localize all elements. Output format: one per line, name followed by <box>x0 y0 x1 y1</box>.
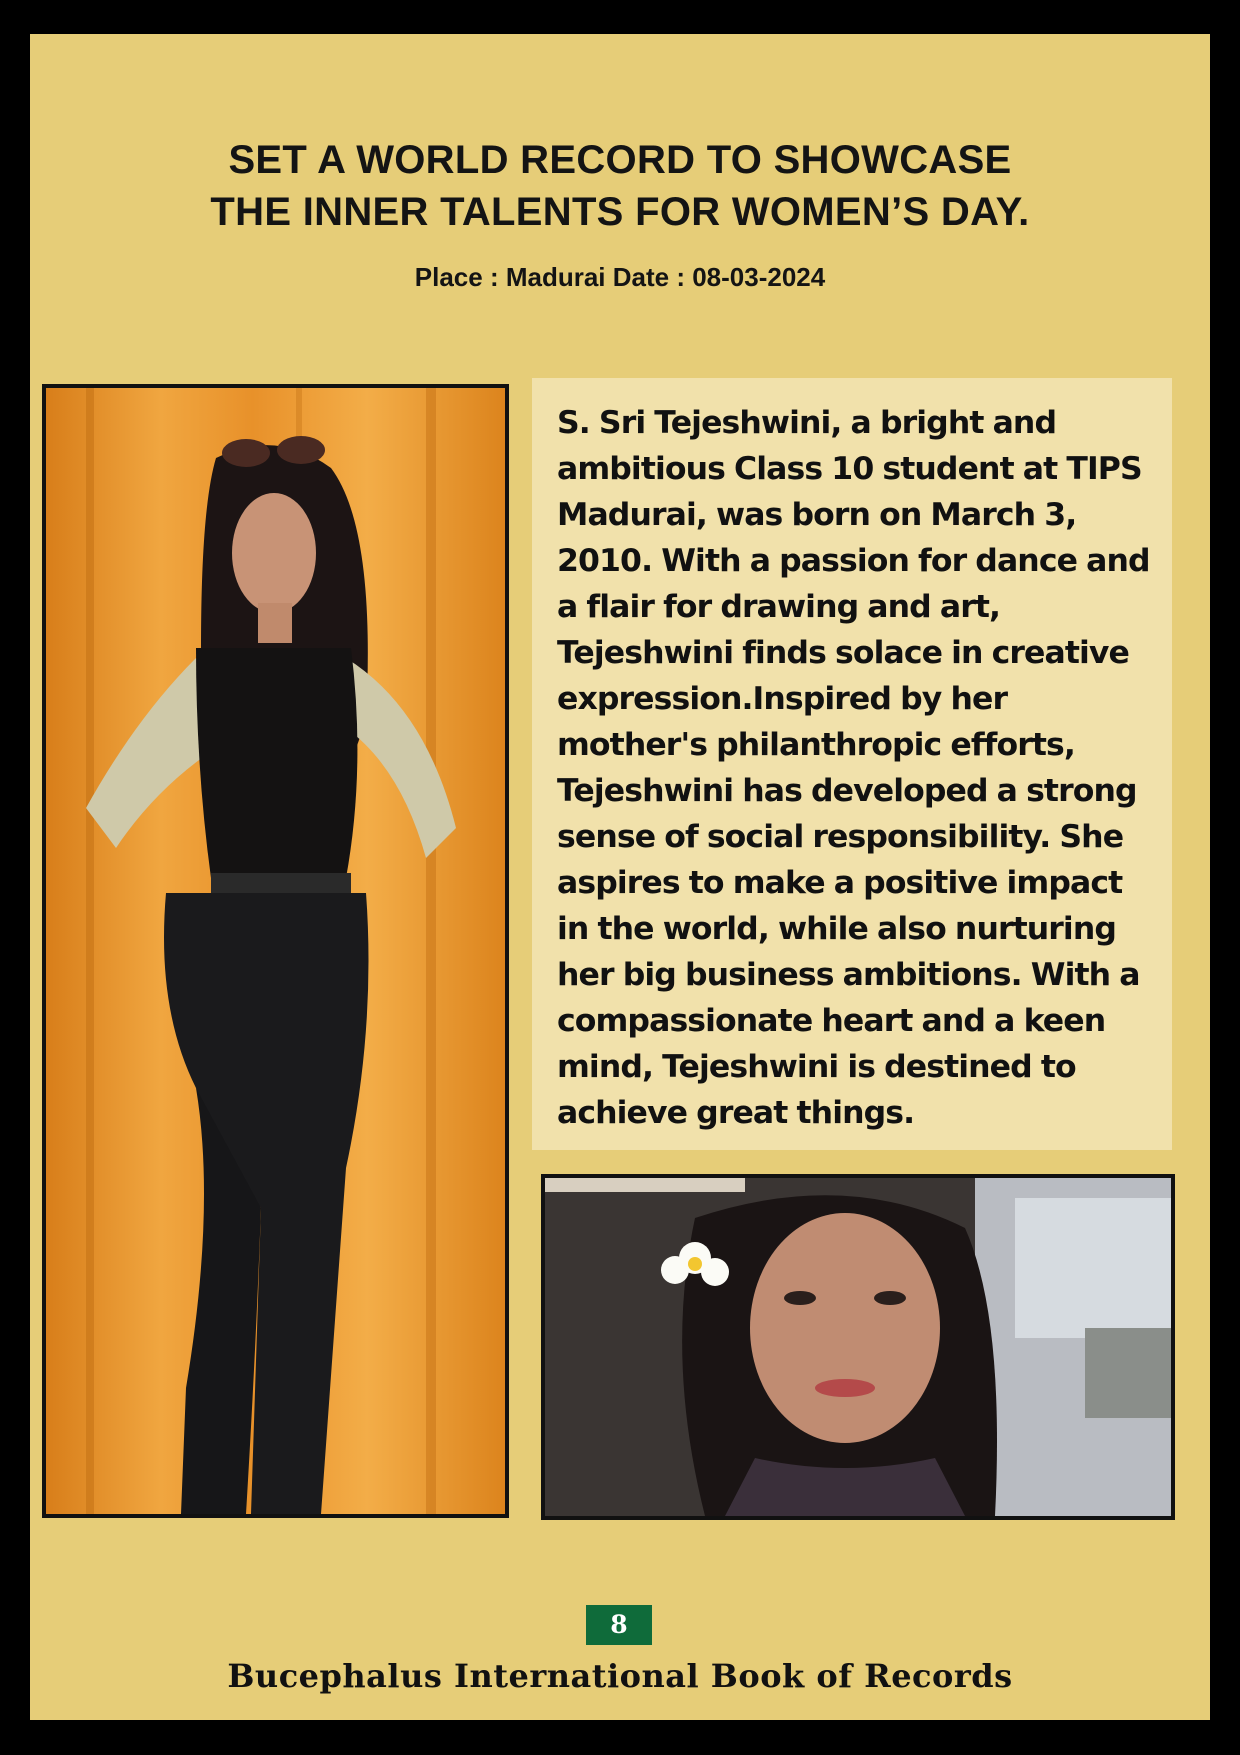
publisher-name: Bucephalus International Book of Records <box>227 1657 1013 1695</box>
title-line-1: SET A WORLD RECORD TO SHOWCASE <box>228 138 1012 182</box>
biography-box <box>532 378 1172 1150</box>
portrait-photo <box>541 1174 1175 1520</box>
biography-text: S. Sri Tejeshwini, a bright and ambitious Class 10 student at TIPS Madurai, was born on March 3, 2010. With a passion for dance and a flair for drawing and art, Tejeshwini finds solace in creative expression.Inspired by her mother's philanthropic efforts, Tejeshwini has developed a strong sense of social responsibility. She aspires to make a positive impact in the world, while also nurturing her big business ambitions. With a compassionate heart and a keen mind, Tejeshwini is destined to achieve great things. <box>557 405 1150 1131</box>
full-length-photo <box>42 384 509 1518</box>
portrait-photo-illustration <box>545 1178 1171 1516</box>
title-line-2: THE INNER TALENTS FOR WOMEN’S DAY. <box>210 190 1030 234</box>
page-title <box>30 134 1210 238</box>
page-number-badge: 8 <box>586 1605 652 1645</box>
full-length-photo-illustration <box>46 388 505 1514</box>
place-date: Place : Madurai Date : 08-03-2024 <box>414 262 826 292</box>
document-page <box>30 34 1210 1720</box>
